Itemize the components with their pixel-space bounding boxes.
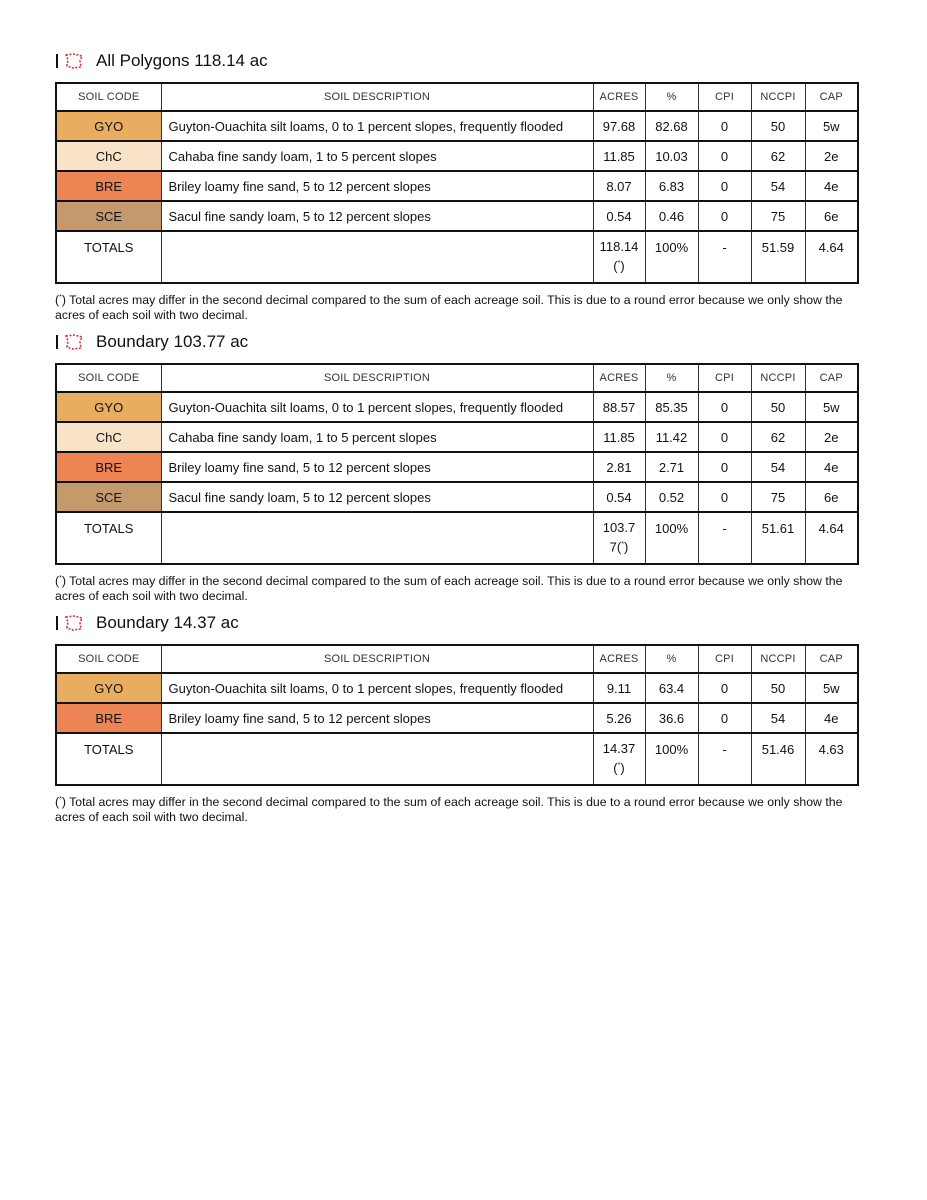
totals-cpi: - xyxy=(698,512,751,564)
table-row xyxy=(56,111,858,141)
table-header-row xyxy=(56,645,858,673)
cpi-cell: 0 xyxy=(698,482,751,512)
totals-row xyxy=(56,231,858,283)
cap-cell: 6e xyxy=(805,201,858,231)
nccpi-cell: 75 xyxy=(751,201,805,231)
section-title: Boundary 14.37 ac xyxy=(96,613,239,632)
header-percent: % xyxy=(645,645,698,673)
table-row xyxy=(56,141,858,171)
table-header-row xyxy=(56,83,858,111)
table-row xyxy=(56,673,858,703)
totals-cap: 4.63 xyxy=(805,733,858,785)
header-percent: % xyxy=(645,83,698,111)
section-heading xyxy=(55,612,870,634)
soil-description-cell: Sacul fine sandy loam, 5 to 12 percent slopes xyxy=(161,201,593,231)
cpi-cell: 0 xyxy=(698,111,751,141)
totals-description-empty xyxy=(161,733,593,785)
totals-description-empty xyxy=(161,512,593,564)
totals-row xyxy=(56,733,858,785)
acres-cell: 88.57 xyxy=(593,392,645,422)
totals-cpi: - xyxy=(698,231,751,283)
totals-percent: 100% xyxy=(645,512,698,564)
cap-cell: 5w xyxy=(805,392,858,422)
totals-percent: 100% xyxy=(645,231,698,283)
totals-cpi: - xyxy=(698,733,751,785)
footnote-marker: * xyxy=(59,575,62,582)
footnote-text: Total acres may differ in the second decimal compared to the sum of each acreage soil. This is due to a round error because we only show the acres of each soil with two decimal. xyxy=(55,574,843,604)
soil-code-cell: BRE xyxy=(56,452,161,482)
totals-cap: 4.64 xyxy=(805,512,858,564)
soil-table xyxy=(55,363,859,565)
header-cpi: CPI xyxy=(698,364,751,392)
totals-description-empty xyxy=(161,231,593,283)
header-cpi: CPI xyxy=(698,83,751,111)
footnote: (*) Total acres may differ in the second decimal compared to the sum of each acreage soil. This is due to a round error because we only show the acres of each soil with two decimal. xyxy=(55,795,843,825)
soil-description-cell: Cahaba fine sandy loam, 1 to 5 percent slopes xyxy=(161,141,593,171)
soil-section xyxy=(55,612,870,825)
totals-percent: 100% xyxy=(645,733,698,785)
cpi-cell: 0 xyxy=(698,201,751,231)
header-soil-code: SOIL CODE xyxy=(56,83,161,111)
nccpi-cell: 54 xyxy=(751,171,805,201)
totals-label: TOTALS xyxy=(56,512,161,564)
cap-cell: 6e xyxy=(805,482,858,512)
heading-bar xyxy=(56,335,58,349)
percent-cell: 36.6 xyxy=(645,703,698,733)
header-soil-code: SOIL CODE xyxy=(56,364,161,392)
soil-code-cell: GYO xyxy=(56,392,161,422)
table-row xyxy=(56,201,858,231)
nccpi-cell: 50 xyxy=(751,392,805,422)
soil-code-cell: BRE xyxy=(56,171,161,201)
acres-cell: 9.11 xyxy=(593,673,645,703)
header-soil-code: SOIL CODE xyxy=(56,645,161,673)
percent-cell: 10.03 xyxy=(645,141,698,171)
cpi-cell: 0 xyxy=(698,703,751,733)
header-nccpi: NCCPI xyxy=(751,83,805,111)
cpi-cell: 0 xyxy=(698,452,751,482)
nccpi-cell: 62 xyxy=(751,141,805,171)
table-row xyxy=(56,452,858,482)
footnote-marker: * xyxy=(59,796,62,803)
acres-cell: 11.85 xyxy=(593,422,645,452)
soil-description-cell: Cahaba fine sandy loam, 1 to 5 percent slopes xyxy=(161,422,593,452)
percent-cell: 82.68 xyxy=(645,111,698,141)
totals-cap: 4.64 xyxy=(805,231,858,283)
header-soil-description: SOIL DESCRIPTION xyxy=(161,83,593,111)
percent-cell: 2.71 xyxy=(645,452,698,482)
cap-cell: 2e xyxy=(805,141,858,171)
acres-cell: 0.54 xyxy=(593,201,645,231)
soil-code-cell: ChC xyxy=(56,141,161,171)
soil-section xyxy=(55,331,870,604)
percent-cell: 11.42 xyxy=(645,422,698,452)
totals-nccpi: 51.46 xyxy=(751,733,805,785)
soil-code-cell: GYO xyxy=(56,111,161,141)
nccpi-cell: 62 xyxy=(751,422,805,452)
nccpi-cell: 54 xyxy=(751,703,805,733)
cap-cell: 4e xyxy=(805,171,858,201)
section-title: Boundary 103.77 ac xyxy=(96,332,249,351)
nccpi-cell: 50 xyxy=(751,111,805,141)
soil-code-cell: ChC xyxy=(56,422,161,452)
totals-nccpi: 51.61 xyxy=(751,512,805,564)
polygon-icon xyxy=(64,52,84,70)
soil-description-cell: Guyton-Ouachita silt loams, 0 to 1 percent slopes, frequently flooded xyxy=(161,392,593,422)
nccpi-cell: 75 xyxy=(751,482,805,512)
cpi-cell: 0 xyxy=(698,171,751,201)
header-acres: ACRES xyxy=(593,83,645,111)
section-title: All Polygons 118.14 ac xyxy=(96,51,268,70)
soil-code-cell: GYO xyxy=(56,673,161,703)
percent-cell: 85.35 xyxy=(645,392,698,422)
nccpi-cell: 54 xyxy=(751,452,805,482)
percent-cell: 0.46 xyxy=(645,201,698,231)
header-percent: % xyxy=(645,364,698,392)
cpi-cell: 0 xyxy=(698,673,751,703)
soil-code-cell: SCE xyxy=(56,201,161,231)
acres-cell: 97.68 xyxy=(593,111,645,141)
soil-table xyxy=(55,644,859,786)
header-nccpi: NCCPI xyxy=(751,364,805,392)
table-row xyxy=(56,392,858,422)
header-cap: CAP xyxy=(805,364,858,392)
acres-cell: 11.85 xyxy=(593,141,645,171)
acres-cell: 5.26 xyxy=(593,703,645,733)
cap-cell: 4e xyxy=(805,452,858,482)
header-soil-description: SOIL DESCRIPTION xyxy=(161,645,593,673)
table-row xyxy=(56,422,858,452)
totals-acres: 103.77(*) xyxy=(593,512,645,564)
header-nccpi: NCCPI xyxy=(751,645,805,673)
footnote: (*) Total acres may differ in the second decimal compared to the sum of each acreage soil. This is due to a round error because we only show the acres of each soil with two decimal. xyxy=(55,574,843,604)
table-row xyxy=(56,171,858,201)
footnote-text: Total acres may differ in the second decimal compared to the sum of each acreage soil. This is due to a round error because we only show the acres of each soil with two decimal. xyxy=(55,795,843,825)
percent-cell: 6.83 xyxy=(645,171,698,201)
soil-code-cell: SCE xyxy=(56,482,161,512)
soil-description-cell: Sacul fine sandy loam, 5 to 12 percent slopes xyxy=(161,482,593,512)
totals-acres: 118.14(*) xyxy=(593,231,645,283)
table-row xyxy=(56,482,858,512)
heading-bar xyxy=(56,616,58,630)
section-heading xyxy=(55,50,870,72)
totals-row xyxy=(56,512,858,564)
section-heading xyxy=(55,331,870,353)
soil-description-cell: Guyton-Ouachita silt loams, 0 to 1 percent slopes, frequently flooded xyxy=(161,111,593,141)
soil-code-cell: BRE xyxy=(56,703,161,733)
footnote-marker: * xyxy=(59,294,62,301)
header-cpi: CPI xyxy=(698,645,751,673)
heading-bar xyxy=(56,54,58,68)
soil-description-cell: Briley loamy fine sand, 5 to 12 percent slopes xyxy=(161,452,593,482)
totals-label: TOTALS xyxy=(56,231,161,283)
cap-cell: 5w xyxy=(805,111,858,141)
cpi-cell: 0 xyxy=(698,141,751,171)
header-cap: CAP xyxy=(805,83,858,111)
polygon-icon xyxy=(64,614,84,632)
cap-cell: 4e xyxy=(805,703,858,733)
soil-section xyxy=(55,50,870,323)
acres-cell: 8.07 xyxy=(593,171,645,201)
soil-description-cell: Guyton-Ouachita silt loams, 0 to 1 percent slopes, frequently flooded xyxy=(161,673,593,703)
soil-description-cell: Briley loamy fine sand, 5 to 12 percent slopes xyxy=(161,171,593,201)
acres-cell: 0.54 xyxy=(593,482,645,512)
header-acres: ACRES xyxy=(593,645,645,673)
cpi-cell: 0 xyxy=(698,392,751,422)
footnote: (*) Total acres may differ in the second decimal compared to the sum of each acreage soil. This is due to a round error because we only show the acres of each soil with two decimal. xyxy=(55,293,843,323)
header-acres: ACRES xyxy=(593,364,645,392)
table-header-row xyxy=(56,364,858,392)
soil-description-cell: Briley loamy fine sand, 5 to 12 percent slopes xyxy=(161,703,593,733)
cap-cell: 5w xyxy=(805,673,858,703)
acres-cell: 2.81 xyxy=(593,452,645,482)
header-cap: CAP xyxy=(805,645,858,673)
cap-cell: 2e xyxy=(805,422,858,452)
nccpi-cell: 50 xyxy=(751,673,805,703)
totals-label: TOTALS xyxy=(56,733,161,785)
percent-cell: 63.4 xyxy=(645,673,698,703)
cpi-cell: 0 xyxy=(698,422,751,452)
totals-nccpi: 51.59 xyxy=(751,231,805,283)
totals-acres: 14.37(*) xyxy=(593,733,645,785)
polygon-icon xyxy=(64,333,84,351)
soil-table xyxy=(55,82,859,284)
footnote-text: Total acres may differ in the second decimal compared to the sum of each acreage soil. This is due to a round error because we only show the acres of each soil with two decimal. xyxy=(55,293,843,323)
percent-cell: 0.52 xyxy=(645,482,698,512)
header-soil-description: SOIL DESCRIPTION xyxy=(161,364,593,392)
table-row xyxy=(56,703,858,733)
